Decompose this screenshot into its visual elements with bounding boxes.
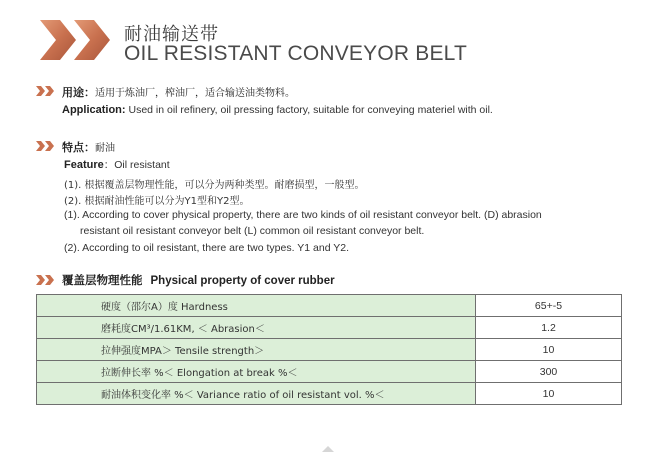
double-chevron-bullet-icon [36,275,56,285]
table-row [37,339,622,361]
feature-english [64,157,170,172]
application-text-en: Used in oil refinery, oil pressing factory, suitable for conveying materiel with oil. [128,104,493,116]
feature-label-cn: 特点： [62,141,95,154]
property-value-cell: 10 [476,339,622,361]
properties-heading [62,272,335,288]
application-heading [62,84,295,100]
feature-text-en: ：Oil resistant [103,159,170,171]
title-chinese: 耐油输送带 [124,24,219,45]
property-name-cell: 硬度（邵尔A）度 Hardness [37,295,476,317]
property-name-cell: 耐油体积变化率 %＜ Variance ratio of oil resistant vol. %＜ [37,383,476,405]
table-row [37,295,622,317]
feature-line-1: (1). 根据覆盖层物理性能，可以分为两种类型。耐磨损型，一般型。 [64,180,365,191]
feature-line-3: (1). According to cover physical property, there are two kinds of oil resistant conveyor belt. (D) abrasion [64,209,542,221]
table-row [37,383,622,405]
properties-heading-en: Physical property of cover rubber [150,275,335,287]
application-english [62,104,493,116]
property-name-cell: 拉断伸长率 %＜ Elongation at break %＜ [37,361,476,383]
chevron-logo-icon [36,18,116,62]
application-label-en: Application: [62,104,126,116]
table-row [37,317,622,339]
feature-label-en: Feature [64,159,104,171]
feature-line-5: (2). According to oil resistant, there are two types. Y1 and Y2. [64,242,350,254]
property-name-cell: 拉伸强度MPA＞ Tensile strength＞ [37,339,476,361]
property-value-cell: 65+-5 [476,295,622,317]
feature-line-4: resistant oil resistant conveyor belt (L) common oil resistant conveyor belt. [80,225,425,237]
double-chevron-bullet-icon [36,141,56,151]
property-name-cell: 磨耗度CM³/1.61KM, ＜ Abrasion＜ [37,317,476,339]
title-english: OIL RESISTANT CONVEYOR BELT [124,42,468,65]
table-row [37,361,622,383]
properties-heading-cn: 覆盖层物理性能 [62,273,143,287]
double-chevron-bullet-icon [36,86,56,96]
property-value-cell: 10 [476,383,622,405]
property-value-cell: 1.2 [476,317,622,339]
page-divider-mark-icon [322,446,334,452]
application-label-cn: 用途： [62,86,95,99]
feature-heading [62,139,115,155]
property-value-cell: 300 [476,361,622,383]
application-text-cn: 适用于炼油厂，榨油厂，适合输送油类物料。 [95,88,295,99]
feature-text-cn: 耐油 [95,143,115,154]
property-table [36,294,622,405]
feature-line-2: (2). 根据耐油性能可以分为Y1型和Y2型。 [64,196,250,207]
